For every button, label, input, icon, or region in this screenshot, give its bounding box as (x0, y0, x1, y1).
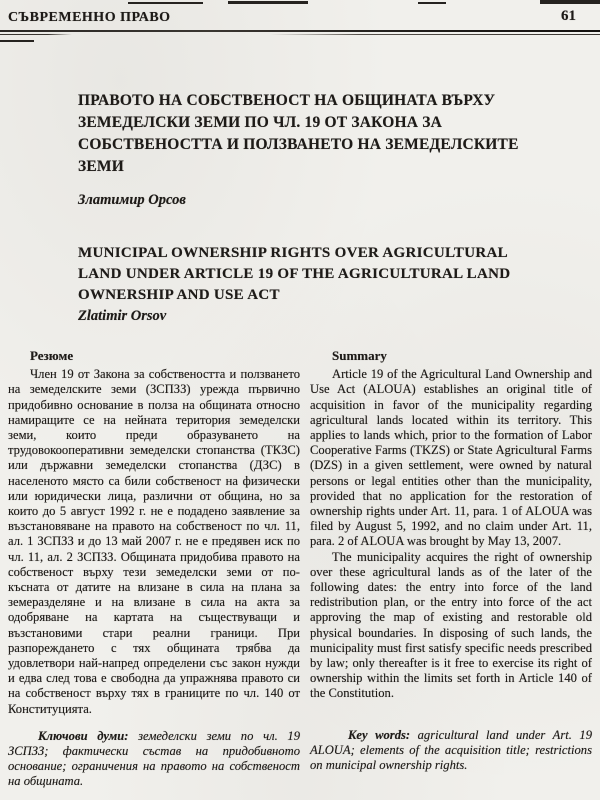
article-title-en-line: OWNERSHIP AND USE ACT (78, 287, 280, 303)
author-name-bg: Златимир Орсов (78, 192, 186, 208)
journal-title: СЪВРЕМЕННО ПРАВО (8, 10, 171, 25)
summary-paragraph-2: The municipality acquires the right of ownership over these agricultural lands as of the later of the following dates: the entry into force of the land redistribution plan, or the entry into force of the act approving the map of existing and restorable old physical boundaries. In disposing of such lands, the municipality must first satisfy specific needs prescribed by law; only thereafter is it free to exercise its right of ownership within the limits set forth in Article 140 of the Constitution. (310, 549, 592, 701)
resume-keywords-label: Ключови думи: (38, 728, 129, 743)
resume-keywords (8, 729, 300, 790)
scan-artifact-line (540, 0, 600, 4)
summary-keywords-text: agricultural land under Art. 19 ALOUA; elements of the acquisition title; restrictions on municipal ownership rights. (310, 727, 593, 773)
resume-column-bg (8, 348, 300, 790)
header-rule-secondary (0, 34, 600, 35)
article-title-bg-line: ПРАВОТО НА СОБСТВЕНОСТ НА ОБЩИНАТА ВЪРХУ (78, 92, 496, 109)
abstract-columns (8, 348, 592, 790)
scan-artifact-line (128, 2, 203, 4)
scan-artifact-line (228, 1, 308, 4)
article-title-bg-line: СОБСТВЕНОСТТА И ПОЛЗВАНЕТО НА ЗЕМЕДЕЛСКИТЕ (78, 136, 519, 153)
resume-heading: Резюме (30, 348, 74, 363)
resume-keywords-text: земеделски земи по чл. 19 ЗСПЗЗ; фактически състав на придобивното основание; ограничения на правото на собственост на общината. (8, 728, 301, 789)
article-title-bg-line: ЗЕМЕДЕЛСКИ ЗЕМИ ПО ЧЛ. 19 ОТ ЗАКОНА ЗА (78, 114, 442, 131)
article-title-bg-line: ЗЕМИ (78, 158, 125, 175)
summary-keywords-label: Key words: (348, 727, 411, 742)
scan-artifact-line (418, 2, 446, 4)
page-header (0, 8, 600, 32)
summary-paragraph-1: Article 19 of the Agricultural Land Ownership and Use Act (ALOUA) establishes an original title of acquisition in favor of the municipality regarding agricultural lands located within its territory. This applies to lands which, prior to the formation of Labor Cooperative Farms (TKZS) or State Agricultural Farms (DZS) in a given settlement, were owned by natural persons or legal entities other than the municipality, provided that no application for the restoration of ownership rights under Art. 11, para. 1 of ALOUA was filed by August 5, 1992, and no claim under Art. 11, para. 2 of ALOUA was brought by May 13, 2007. (310, 367, 592, 549)
article-title-en-line: LAND UNDER ARTICLE 19 OF THE AGRICULTURAL LAND (78, 266, 511, 282)
author-name-en: Zlatimir Orsov (78, 308, 167, 324)
article-title-en (78, 243, 578, 306)
summary-keywords (310, 728, 592, 774)
summary-heading: Summary (332, 348, 387, 363)
article-title-bg (78, 90, 578, 178)
page-number: 61 (561, 8, 576, 24)
header-rule (0, 30, 600, 32)
article-title-en-line: MUNICIPAL OWNERSHIP RIGHTS OVER AGRICULTURAL (78, 245, 508, 261)
resume-paragraph: Член 19 от Закона за собствеността и ползването на земеделските земи (ЗСПЗЗ) урежда първично придобивно основание в полза на общината относно намиращите се на нейната територия земеделски земи, които преди образуването на трудовокооперативни земеделски стопанства (ТКЗС) или държавни земеделски стопанства (ДЗС) в населеното място са били собственост на физически или юридически лица, различни от община, но за които до 5 август 1992 г. не е подадено заявление за възстановяване на правото на собственост по чл. 11, ал. 1 ЗСПЗЗ и до 13 май 2007 г. не е предявен иск по чл. 11, ал. 2 ЗСПЗЗ. Общината придобива правото на собственост върху тези земеделски земи от по-късната от датите на влизане в сила на плана за земеразделяне и на влизане в сила на акта за одобряване на картата на съществуващи и възстановими стари реални граници. При разпореждането с тях общината трябва да удовлетвори най-напред определени със закон нужди и едва след това е свободна да упражнява правото си на собственост върху тях в границите по чл. 140 от Конституцията. (8, 367, 300, 716)
summary-column-en (310, 348, 592, 790)
scan-artifact-line (0, 40, 34, 42)
